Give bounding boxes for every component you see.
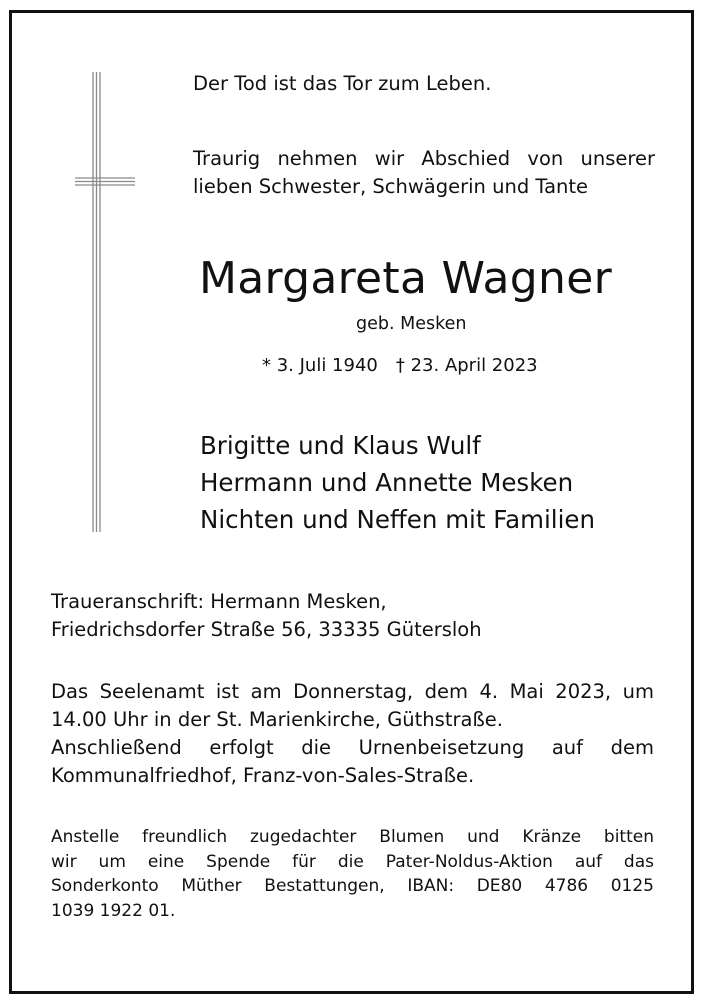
address-line: Friedrichsdorfer Straße 56, 33335 Gütersloh (51, 618, 482, 641)
maiden-name: geb. Mesken (356, 314, 467, 334)
donation-line: Anstelle freundlich zugedachter Blumen und Kränze bitten (51, 827, 654, 847)
donation-line: wir um eine Spende für die Pater-Noldus-Aktion auf das (51, 851, 654, 872)
death-date: † 23. April 2023 (395, 355, 538, 376)
life-dates (262, 355, 538, 376)
deceased-name: Margareta Wagner (199, 253, 612, 304)
mourners-list (200, 427, 595, 538)
mourning-address (51, 588, 482, 644)
donation-info (51, 825, 654, 923)
service-line: Kommunalfriedhof, Franz-von-Sales-Straße. (51, 764, 475, 787)
donation-line: 1039 1922 01. (51, 900, 176, 921)
intro-line: Traurig nehmen wir Abschied von unserer (193, 147, 655, 170)
intro-text (193, 145, 655, 201)
service-line: Das Seelenamt ist am Donnerstag, dem 4. Mai 2023, um (51, 680, 654, 703)
cross-icon (75, 72, 135, 532)
service-line: Anschließend erfolgt die Urnenbeisetzung auf dem (51, 736, 654, 759)
motto: Der Tod ist das Tor zum Leben. (193, 72, 492, 95)
mourner-line: Nichten und Neffen mit Familien (200, 505, 596, 534)
mourner-line: Brigitte und Klaus Wulf (200, 431, 481, 460)
birth-date: * 3. Juli 1940 (262, 355, 378, 376)
donation-line: Sonderkonto Müther Bestattungen, IBAN: DE80 4786 0125 (51, 876, 654, 896)
mourner-line: Hermann und Annette Mesken (200, 468, 574, 497)
intro-line: lieben Schwester, Schwägerin und Tante (193, 175, 589, 198)
service-info (51, 678, 654, 790)
service-line: 14.00 Uhr in der St. Marienkirche, Güthstraße. (51, 708, 503, 731)
address-line: Traueranschrift: Hermann Mesken, (51, 590, 387, 613)
